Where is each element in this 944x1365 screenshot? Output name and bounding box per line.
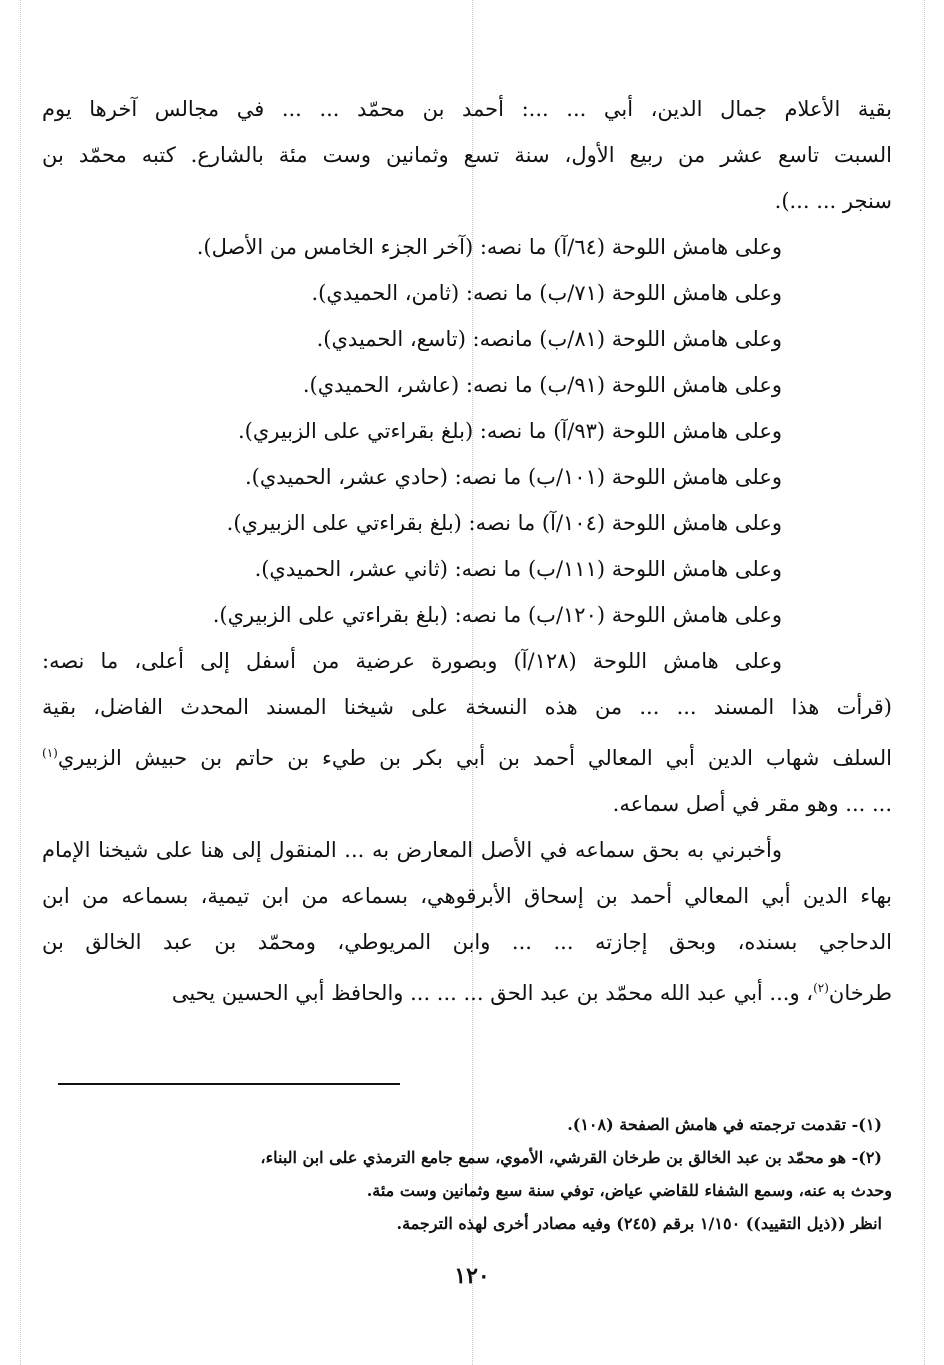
text-line: وعلى هامش اللوحة (١٢٠/ب) ما نصه: (بلغ بقراءتي على الزبيري). [212, 603, 782, 627]
text-line [42, 730, 892, 781]
text-line: بهاء الدين أبي المعالي أحمد بن إسحاق الأبرقوهي، بسماعه من ابن تيمية، بسماعه من ابن [42, 884, 892, 908]
text-line: وعلى هامش اللوحة (١١١/ب) ما نصه: (ثاني عشر، الحميدي). [254, 557, 782, 581]
text-line: وعلى هامش اللوحة (٧١/ب) ما نصه: (ثامن، الحميدي). [311, 281, 782, 305]
text-line: وعلى هامش اللوحة (١٢٨/آ) وبصورة عرضية من أسفل إلى أعلى، ما نصه: [42, 649, 782, 673]
text-line: وعلى هامش اللوحة (١٠٤/آ) ما نصه: (بلغ بقراءتي على الزبيري). [226, 511, 782, 535]
footnote-separator [58, 1083, 400, 1085]
text-line: السبت تاسع عشر من ربيع الأول، سنة تسع وثمانين وست مئة بالشارع. كتبه محمّد بن [42, 143, 892, 167]
page-number: ١٢٠ [454, 1263, 490, 1289]
footnote-line: وحدث به عنه، وسمع الشفاء للقاضي عياض، توفي سنة سبع وثمانين وست مئة. [366, 1181, 892, 1200]
footnote-mark: (١) [42, 746, 58, 760]
text-line: وأخبرني به بحق سماعه في الأصل المعارض به ... المنقول إلى هنا على شيخنا الإمام [42, 838, 782, 862]
footnote-line: (٢)- هو محمّد بن عبد الخالق بن طرخان القرشي، الأموي، سمع جامع الترمذي على ابن البناء، [260, 1148, 882, 1167]
text-line: وعلى هامش اللوحة (٩٣/آ) ما نصه: (بلغ بقراءتي على الزبيري). [237, 419, 782, 443]
text-line: الدحاجي بسنده، وبحق إجازته ... ... وابن المريوطي، ومحمّد بن عبد الخالق بن [42, 930, 892, 954]
text-segment: طرخان [828, 981, 892, 1005]
footnote-mark: (٢) [813, 981, 829, 995]
text-line: وعلى هامش اللوحة (٩١/ب) ما نصه: (عاشر، الحميدي). [302, 373, 782, 397]
scan-guide-right [924, 0, 925, 1365]
main-text [42, 86, 892, 1016]
footnote-line: انظر ((ذيل التقييد)) ١/١٥٠ برقم (٢٤٥) وفيه مصادر أخرى لهذه الترجمة. [396, 1214, 882, 1233]
text-line: وعلى هامش اللوحة (١٠١/ب) ما نصه: (حادي عشر، الحميدي). [244, 465, 782, 489]
text-line: وعلى هامش اللوحة (٦٤/آ) ما نصه: (آخر الجزء الخامس من الأصل). [196, 235, 782, 259]
text-segment: السلف شهاب الدين أبي المعالي أحمد بن أبي بكر بن طيء بن حاتم بن حبيش الزبيري [57, 746, 892, 770]
text-segment: ، و... أبي عبد الله محمّد بن عبد الحق ... ... ... والحافظ أبي الحسين يحيى [171, 981, 814, 1005]
text-line: ... ... وهو مقر في أصل سماعه. [612, 792, 892, 816]
text-line [42, 965, 892, 1016]
text-line: بقية الأعلام جمال الدين، أبي ... ...: أحمد بن محمّد ... ... في مجالس آخرها يوم [42, 97, 892, 121]
scan-guide-left [20, 0, 21, 1365]
text-line: سنجر ... ...). [774, 189, 892, 213]
footnotes [42, 1108, 892, 1240]
footnote-line: (١)- تقدمت ترجمته في هامش الصفحة (١٠٨). [567, 1115, 882, 1134]
text-line: (قرأت هذا المسند ... ... من هذه النسخة على شيخنا المسند المحدث الفاضل، بقية [42, 695, 892, 719]
text-line: وعلى هامش اللوحة (٨١/ب) مانصه: (تاسع، الحميدي). [316, 327, 782, 351]
